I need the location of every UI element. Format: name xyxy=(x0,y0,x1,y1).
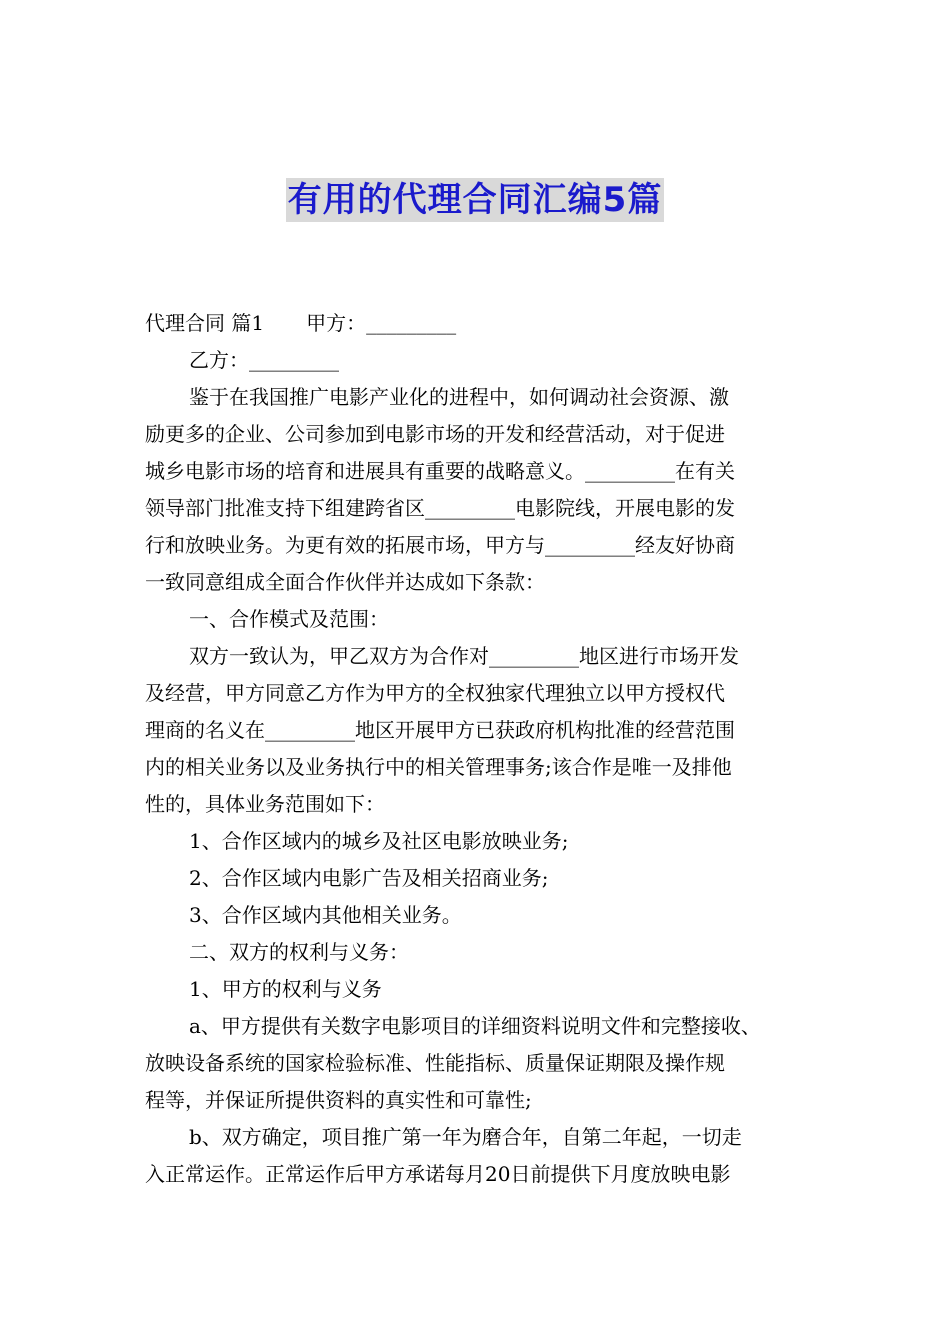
paragraph-line: 放映设备系统的国家检验标准、性能指标、质量保证期限及操作规 xyxy=(145,1051,725,1075)
clause-heading: 一、合作模式及范围： xyxy=(189,607,389,631)
clause-heading: 二、双方的权利与义务： xyxy=(189,940,409,964)
sub-heading: 1、甲方的权利与义务 xyxy=(189,977,382,1001)
paragraph-line: a、甲方提供有关数字电影项目的详细资料说明文件和完整接收、 xyxy=(189,1014,761,1038)
paragraph-line: 一致同意组成全面合作伙伴并达成如下条款： xyxy=(145,570,545,594)
list-item: 2、合作区域内电影广告及相关招商业务; xyxy=(189,866,549,890)
paragraph-line: 理商的名义在_________地区开展甲方已获政府机构批准的经营范围 xyxy=(145,718,735,742)
paragraph-line: 双方一致认为，甲乙双方为合作对_________地区进行市场开发 xyxy=(189,644,739,668)
paragraph-line: 鉴于在我国推广电影产业化的进程中，如何调动社会资源、激 xyxy=(189,385,729,409)
paragraph-line: 程等，并保证所提供资料的真实性和可靠性; xyxy=(145,1088,532,1112)
paragraph-line: 性的，具体业务范围如下： xyxy=(145,792,385,816)
title-wrap xyxy=(0,178,950,222)
paragraph-line: 领导部门批准支持下组建跨省区_________电影院线，开展电影的发 xyxy=(145,496,735,520)
paragraph-line: 入正常运作。正常运作后甲方承诺每月20日前提供下月度放映电影 xyxy=(145,1162,731,1186)
paragraph-line: 城乡电影市场的培育和进展具有重要的战略意义。_________在有关 xyxy=(145,459,735,483)
paragraph-line: 励更多的企业、公司参加到电影市场的开发和经营活动，对于促进 xyxy=(145,422,725,446)
document-title: 有用的代理合同汇编5篇 xyxy=(287,180,663,220)
paragraph-line: 行和放映业务。为更有效的拓展市场，甲方与_________经友好协商 xyxy=(145,533,735,557)
paragraph-line: 及经营，甲方同意乙方作为甲方的全权独家代理独立以甲方授权代 xyxy=(145,681,725,705)
document-body xyxy=(145,305,815,1193)
paragraph-line: b、双方确定，项目推广第一年为磨合年，自第二年起，一切走 xyxy=(189,1125,742,1149)
paragraph-line: 内的相关业务以及业务执行中的相关管理事务;该合作是唯一及排他 xyxy=(145,755,732,779)
party-b-field: 乙方：_________ xyxy=(189,348,339,372)
list-item: 1、合作区域内的城乡及社区电影放映业务; xyxy=(189,829,569,853)
list-item: 3、合作区域内其他相关业务。 xyxy=(189,903,462,927)
party-a-field: 甲方：_________ xyxy=(306,311,457,335)
section-heading: 代理合同 篇1 xyxy=(145,311,265,335)
heading-line xyxy=(145,305,815,342)
